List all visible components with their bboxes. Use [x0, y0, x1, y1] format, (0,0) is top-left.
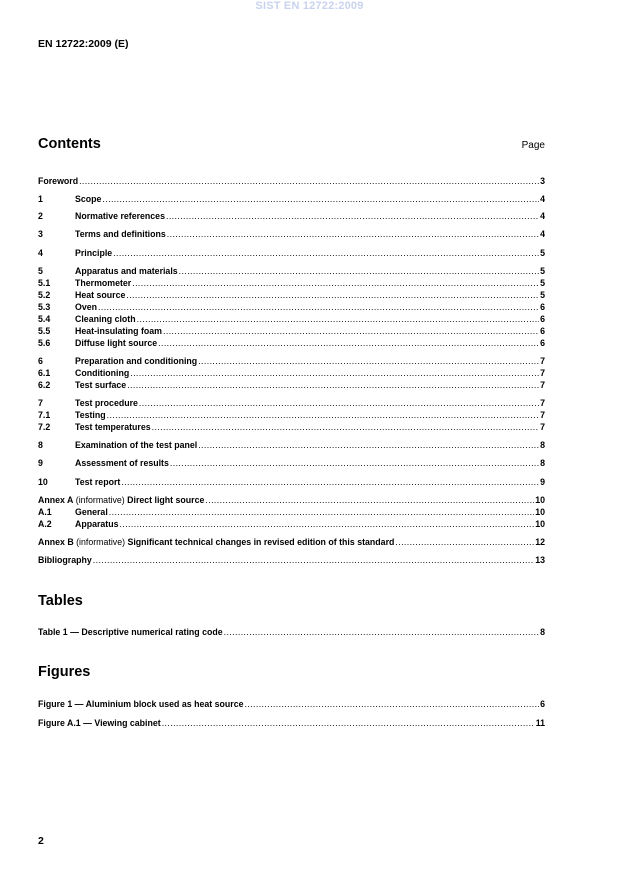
toc-entry-title: Test temperatures	[75, 422, 151, 432]
toc-entry-page: 7	[540, 398, 545, 408]
dot-leader	[163, 326, 539, 337]
dot-leader	[130, 368, 539, 379]
dot-leader	[98, 302, 539, 313]
toc-entry-page: 6	[540, 314, 545, 324]
dot-leader	[132, 278, 539, 289]
toc-entry-number: 1	[38, 194, 43, 204]
toc-entry-page: 12	[535, 537, 545, 547]
toc-entry-title: Conditioning	[75, 368, 130, 378]
toc-entry[interactable]	[38, 507, 545, 518]
toc-entry[interactable]	[38, 326, 545, 337]
toc-entry-title: Apparatus	[75, 519, 119, 529]
toc-entry-title: Heat source	[75, 290, 126, 300]
dot-leader	[224, 627, 539, 638]
toc-entry-number: 5.4	[38, 314, 51, 324]
toc-entry-title	[38, 537, 394, 548]
toc-entry-number: 7.2	[38, 422, 51, 432]
toc-entry-title: Bibliography	[38, 555, 92, 565]
toc-entry-page: 7	[540, 368, 545, 378]
toc-entry[interactable]	[38, 266, 545, 277]
toc-entry-title: Preparation and conditioning	[75, 356, 198, 366]
toc-entry-title: Terms and definitions	[75, 229, 166, 239]
toc-entry-page: 9	[540, 477, 545, 487]
toc-entry[interactable]	[38, 368, 545, 379]
toc-entry-number: A.2	[38, 519, 52, 529]
toc-entry-page: 4	[540, 211, 545, 221]
toc-entry[interactable]	[38, 314, 545, 325]
toc-entry-number: 6.1	[38, 368, 51, 378]
toc-entry[interactable]	[38, 278, 545, 289]
annex-title: Direct light source	[127, 495, 205, 505]
toc-entry-page: 5	[540, 266, 545, 276]
dot-leader	[167, 229, 539, 240]
toc-entry-number: 2	[38, 211, 43, 221]
toc-entry[interactable]	[38, 229, 545, 240]
toc-entry-title: Examination of the test panel	[75, 440, 198, 450]
toc-entry[interactable]	[38, 555, 545, 566]
toc-entry-page: 4	[540, 194, 545, 204]
toc-entry-page: 7	[540, 356, 545, 366]
toc-entry-title: Diffuse light source	[75, 338, 158, 348]
toc-entry-page: 6	[540, 338, 545, 348]
toc-entry-page: 6	[540, 326, 545, 336]
toc-entry-page: 8	[540, 458, 545, 468]
toc-entry[interactable]	[38, 248, 545, 259]
dot-leader	[244, 699, 539, 710]
dot-leader	[179, 266, 539, 277]
contents-heading: Contents	[38, 136, 101, 152]
toc-entry-number: A.1	[38, 507, 52, 517]
toc-entry-number: 5	[38, 266, 43, 276]
toc-entry-title: Foreword	[38, 176, 79, 186]
toc-entry[interactable]	[38, 398, 545, 409]
dot-leader	[166, 211, 539, 222]
dot-leader	[198, 356, 539, 367]
document-identifier: EN 12722:2009 (E)	[38, 38, 129, 50]
toc-entry-page: 6	[540, 699, 545, 709]
figures-heading: Figures	[38, 664, 91, 680]
toc-entry[interactable]	[38, 380, 545, 391]
annex-label: Annex B	[38, 537, 74, 547]
toc-entry-page: 3	[540, 176, 545, 186]
toc-entry-number: 8	[38, 440, 43, 450]
toc-entry[interactable]	[38, 290, 545, 301]
page-column-label: Page	[521, 140, 545, 151]
dot-leader	[170, 458, 539, 469]
toc-entry-title: Heat-insulating foam	[75, 326, 162, 336]
toc-entry-page: 7	[540, 410, 545, 420]
toc-entry-title: Scope	[75, 194, 102, 204]
toc-entry-number: 6.2	[38, 380, 51, 390]
dot-leader	[139, 398, 539, 409]
toc-entry-title: Thermometer	[75, 278, 132, 288]
dot-leader	[107, 410, 539, 421]
toc-entry[interactable]	[38, 440, 545, 451]
toc-entry-title: Testing	[75, 410, 106, 420]
toc-entry-number: 7	[38, 398, 43, 408]
dot-leader	[137, 314, 539, 325]
toc-entry[interactable]	[38, 302, 545, 313]
toc-entry[interactable]	[38, 537, 545, 548]
toc-entry-title: Figure A.1 — Viewing cabinet	[38, 718, 161, 728]
dot-leader	[113, 248, 539, 259]
toc-entry[interactable]	[38, 495, 545, 506]
toc-entry[interactable]	[38, 458, 545, 469]
dot-leader	[152, 422, 539, 433]
toc-entry-page: 5	[540, 290, 545, 300]
toc-entry-number: 5.6	[38, 338, 51, 348]
toc-entry-title: Test surface	[75, 380, 127, 390]
toc-entry[interactable]	[38, 410, 545, 421]
toc-entry-page: 6	[540, 302, 545, 312]
dot-leader	[121, 477, 539, 488]
dot-leader	[198, 440, 539, 451]
toc-entry-page: 10	[535, 495, 545, 505]
toc-entry-page: 7	[540, 422, 545, 432]
toc-entry-number: 4	[38, 248, 43, 258]
dot-leader	[126, 290, 539, 301]
toc-entry[interactable]	[38, 718, 545, 729]
toc-entry-number: 6	[38, 356, 43, 366]
annex-label: Annex A	[38, 495, 74, 505]
toc-entry[interactable]	[38, 211, 545, 222]
page-number: 2	[38, 835, 44, 847]
toc-entry-page: 5	[540, 248, 545, 258]
dot-leader	[120, 519, 535, 530]
toc-entry-number: 9	[38, 458, 43, 468]
toc-entry-title: Test procedure	[75, 398, 138, 408]
toc-entry-page: 8	[540, 627, 545, 637]
watermark: SIST EN 12722:2009	[255, 0, 364, 12]
dot-leader	[109, 507, 534, 518]
toc-entry-number: 7.1	[38, 410, 51, 420]
toc-entry-title: Principle	[75, 248, 113, 258]
dot-leader	[127, 380, 539, 391]
dot-leader	[79, 176, 539, 187]
dot-leader	[158, 338, 539, 349]
dot-leader	[102, 194, 539, 205]
toc-entry[interactable]	[38, 699, 545, 710]
toc-entry-title: Assessment of results	[75, 458, 169, 468]
toc-entry-number: 3	[38, 229, 43, 239]
dot-leader	[162, 718, 535, 729]
toc-entry-title: Test report	[75, 477, 121, 487]
toc-entry-number: 10	[38, 477, 48, 487]
toc-entry-page: 8	[540, 440, 545, 450]
toc-entry-page: 5	[540, 278, 545, 288]
toc-entry-title: Normative references	[75, 211, 165, 221]
toc-entry-page: 7	[540, 380, 545, 390]
annex-title: Significant technical changes in revised edition of this standard	[127, 537, 395, 547]
toc-entry-title: Figure 1 — Aluminium block used as heat source	[38, 699, 244, 709]
toc-entry-title: Apparatus and materials	[75, 266, 178, 276]
toc-entry[interactable]	[38, 176, 545, 187]
dot-leader	[395, 537, 534, 548]
toc-entry-number: 5.1	[38, 278, 51, 288]
toc-entry-page: 10	[535, 507, 545, 517]
toc-entry-page: 10	[535, 519, 545, 529]
toc-entry[interactable]	[38, 477, 545, 488]
toc-entry-page: 11	[535, 718, 545, 728]
toc-entry[interactable]	[38, 519, 545, 530]
annex-informative-label: (informative)	[73, 537, 128, 547]
toc-entry-page: 4	[540, 229, 545, 239]
toc-entry[interactable]	[38, 338, 545, 349]
toc-entry-title: Oven	[75, 302, 98, 312]
annex-informative-label: (informative)	[73, 495, 128, 505]
toc-entry-title: General	[75, 507, 108, 517]
toc-entry-title: Table 1 — Descriptive numerical rating code	[38, 627, 223, 637]
toc-entry-number: 5.5	[38, 326, 51, 336]
toc-entry-title: Cleaning cloth	[75, 314, 136, 324]
toc-entry[interactable]	[38, 356, 545, 367]
dot-leader	[205, 495, 534, 506]
toc-entry[interactable]	[38, 627, 545, 638]
toc-entry-title	[38, 495, 204, 506]
toc-entry[interactable]	[38, 194, 545, 205]
toc-entry[interactable]	[38, 422, 545, 433]
toc-entry-page: 13	[535, 555, 545, 565]
dot-leader	[93, 555, 534, 566]
toc-entry-number: 5.3	[38, 302, 51, 312]
toc-entry-number: 5.2	[38, 290, 51, 300]
tables-heading: Tables	[38, 593, 83, 609]
